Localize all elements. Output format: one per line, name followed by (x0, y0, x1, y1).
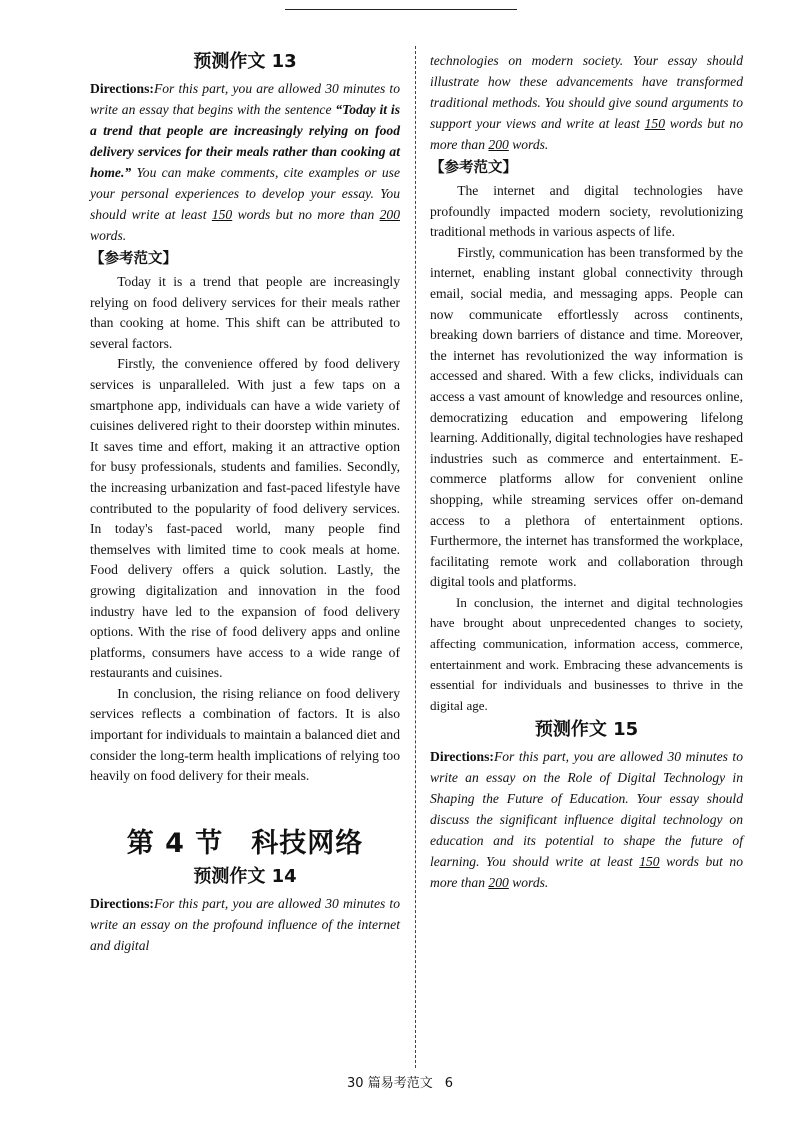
directions-text: words. (508, 875, 549, 891)
essay-13-paragraph: Firstly, the convenience offered by food delivery services is unparalleled. With just a few taps on a smartphone app, individuals can have a wide variety of cuisines delivered right to their doorstep within minutes. It saves time and effort, making it an attractive option for busy professionals, students and families. Secondly, the increasing urbanization and fast-paced lifestyle have contributed to the popularity of food delivery services. In today's fast-paced world, many people find themselves with limited time to cook meals at home. Food delivery offers a quick solution. Lastly, the growing digitalization and innovation in the food industry have led to the expansion of food delivery options. With the rise of food delivery apps and online platforms, consumers have access to a wide range of restaurants and cuisines. (90, 356, 400, 681)
heading-essay-14: 预测作文 14 (193, 865, 297, 887)
heading-essay-13: 预测作文 13 (193, 51, 297, 72)
column-divider (415, 46, 416, 1068)
left-column (90, 48, 400, 956)
section-title: 第 4 节 科技网络 (126, 827, 364, 859)
right-column (430, 50, 743, 893)
directions-text: For this part, you are allowed 30 minutes to write an essay that begins with the sentence (90, 81, 400, 117)
directions-text: words but no more than (430, 116, 743, 152)
reference-label: 【参考范文】 (90, 251, 177, 267)
directions-text: technologies on modern society. Your essay should illustrate how these advancements have transformed traditional methods. You should give sound arguments to support your views and write at least (430, 53, 743, 131)
word-min: 150 (639, 854, 660, 870)
directions-15 (430, 746, 743, 893)
directions-label: Directions: (430, 749, 494, 765)
top-rule (285, 9, 517, 10)
directions-label: Directions: (90, 81, 154, 96)
book-title: 30 篇易考范文 (347, 1076, 433, 1091)
directions-text: words. (508, 137, 549, 152)
word-min: 150 (644, 116, 665, 131)
directions-text: For this part, you are allowed 30 minutes to write an essay on the Role of Digital Technology in Shaping the Future of Education. Your essay should discuss the significant influence digital technology on education and its potential to shape the future of learning. You should write at least (430, 749, 743, 870)
directions-text: For this part, you are allowed 30 minutes to write an essay on the profound influence of the internet and digital (90, 895, 400, 953)
word-max: 200 (488, 137, 509, 152)
essay-14-paragraph: The internet and digital technologies have profoundly impacted modern society, revolutionizing traditional methods in various aspects of life. (430, 183, 743, 240)
reference-label: 【参考范文】 (430, 160, 517, 176)
directions-14-continued (430, 50, 743, 155)
essay-13-paragraph: Today it is a trend that people are increasingly relying on food delivery services for their meals rather than cooking at home. This shift can be attributed to several factors. (90, 274, 400, 351)
directions-quote: “Today it is a trend that people are increasingly relying on food delivery services for their meals rather than cooking at home.” (90, 102, 400, 180)
directions-text: words. (90, 228, 127, 243)
directions-text: words but no more than (430, 854, 743, 891)
essay-14-paragraph: Firstly, communication has been transformed by the internet, enabling instant global connectivity through email, social media, and messaging apps. People can now communicate effortlessly across continents, breaking down barriers of distance and time. Moreover, the internet has revolutionized the way information is accessed and shared. With a few clicks, individuals can access a vast amount of knowledge and resources online, democratizing education and empowering lifelong learning. Additionally, digital technologies have reshaped industries such as commerce and entertainment. E-commerce platforms allow for convenient online shopping, while streaming services offer on-demand access to a plethora of entertainment options. Furthermore, the internet has transformed the workplace, facilitating remote work and collaboration through digital tools and platforms. (430, 244, 743, 590)
essay-13-paragraph: In conclusion, the rising reliance on food delivery services reflects a combination of factors. It is also important for individuals to maintain a balanced diet and consider the long-term health implications of relying too heavily on food delivery for their meals. (90, 685, 400, 784)
directions-14 (90, 893, 400, 956)
directions-13 (90, 78, 400, 246)
directions-label: Directions: (90, 895, 154, 911)
essay-14-paragraph: In conclusion, the internet and digital technologies have brought about unprecedented changes to society, affecting communication, information access, commerce, entertainment and work. Embracing these advancements is essential for individuals and businesses to thrive in the digital age. (430, 594, 743, 713)
word-min: 150 (211, 207, 233, 222)
page-footer (0, 1072, 800, 1091)
directions-text: words but no more than (232, 207, 380, 222)
page-number: 6 (444, 1076, 453, 1091)
word-max: 200 (379, 207, 400, 222)
word-max: 200 (488, 875, 509, 891)
directions-text: You can make comments, cite examples or use your personal experiences to develop your essay. You should write at least (90, 165, 400, 222)
heading-essay-15: 预测作文 15 (534, 719, 639, 741)
